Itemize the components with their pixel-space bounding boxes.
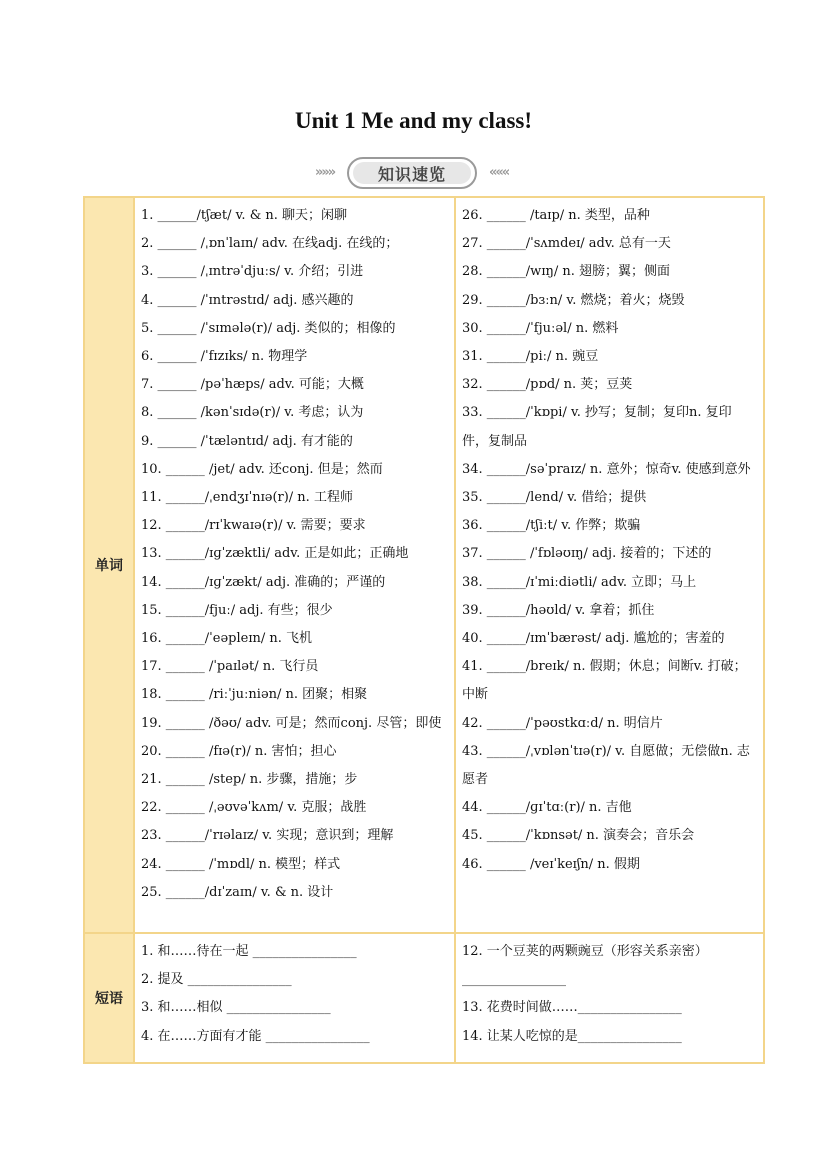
section-badge-row xyxy=(0,157,827,191)
chevron-left-decoration: ««« xyxy=(489,165,509,180)
vocab-item: 25. ______/dɪˈzaɪn/ v. & n. 设计 xyxy=(141,884,334,900)
phrases-left-column xyxy=(134,933,455,1063)
vocab-item: 18. ______ /riːˈjuːniən/ n. 团聚；相聚 xyxy=(141,687,368,703)
vocab-item: 26. ______ /taɪp/ n. 类型，品种 xyxy=(462,208,650,223)
vocab-item: 31. ______/piː/ n. 豌豆 xyxy=(462,349,599,365)
vocab-item: 42. ______/ˈpəʊstkɑːd/ n. 明信片 xyxy=(462,715,663,731)
phrases-section-label: 短语 xyxy=(84,933,134,1063)
vocab-item: 45. ______/ˈkɒnsət/ n. 演奏会；音乐会 xyxy=(462,828,695,844)
vocab-item: 27. ______/ˈsʌmdeɪ/ adv. 总有一天 xyxy=(462,236,671,252)
vocab-item: 35. ______/lend/ v. 借给；提供 xyxy=(462,490,647,506)
vocab-item: 2. ______ /ˌɒnˈlaɪn/ adv. 在线adj. 在线的； xyxy=(141,236,399,252)
words-left-column xyxy=(134,197,455,933)
vocab-item: 33. ______/ˈkɒpi/ v. 抄写；复制；复印n. 复印件，复制品 xyxy=(462,405,732,449)
vocab-item: 14. ______/ɪɡˈzækt/ adj. 准确的；严谨的 xyxy=(141,574,386,590)
vocab-item: 15. ______/fjuː/ adj. 有些；很少 xyxy=(141,602,333,618)
vocab-item: 40. ______/ɪmˈbærəst/ adj. 尴尬的；害羞的 xyxy=(462,631,725,647)
vocab-item: 3. ______ /ˌɪntrəˈdjuːs/ v. 介绍；引进 xyxy=(141,264,364,280)
vocab-item: 1. ______/tʃæt/ v. & n. 聊天；闲聊 xyxy=(141,208,348,223)
section-badge xyxy=(347,157,477,189)
vocab-item: 11. ______/ˌendʒɪˈnɪə(r)/ n. 工程师 xyxy=(141,490,353,506)
words-row xyxy=(84,197,764,933)
vocab-item: 22. ______ /ˌəʊvəˈkʌm/ v. 克服；战胜 xyxy=(141,800,367,816)
phrases-row xyxy=(84,933,764,1063)
phrase-item: 1. 和……待在一起 ________________ xyxy=(141,944,357,959)
vocab-item: 16. ______/ˈeəpleɪn/ n. 飞机 xyxy=(141,631,312,647)
vocab-item: 32. ______/pɒd/ n. 荚；豆荚 xyxy=(462,377,633,393)
phrase-item: 3. 和……相似 ________________ xyxy=(141,1000,331,1016)
phrase-item: 13. 花费时间做……________________ xyxy=(462,1000,682,1016)
chevron-right-decoration: »»» xyxy=(315,165,335,180)
vocab-item: 36. ______/tʃiːt/ v. 作弊；欺骗 xyxy=(462,518,641,534)
page-title: Unit 1 Me and my class! xyxy=(294,108,533,133)
vocab-item: 23. ______/ˈrɪəlaɪz/ v. 实现；意识到；理解 xyxy=(141,828,394,844)
vocab-item: 21. ______ /step/ n. 步骤，措施；步 xyxy=(141,772,358,788)
vocab-item: 4. ______ /ˈɪntrəstɪd/ adj. 感兴趣的 xyxy=(141,292,354,308)
vocab-item: 5. ______ /ˈsɪmələ(r)/ adj. 类似的；相像的 xyxy=(141,320,396,336)
vocab-item: 13. ______/ɪɡˈzæktli/ adv. 正是如此；正确地 xyxy=(141,546,409,562)
vocab-item: 10. ______ /jet/ adv. 还conj. 但是；然而 xyxy=(141,461,383,477)
vocab-item: 29. ______/bɜːn/ v. 燃烧；着火；烧毁 xyxy=(462,292,685,308)
vocab-item: 19. ______ /ðəʊ/ adv. 可是；然而conj. 尽管；即使 xyxy=(141,715,442,731)
vocab-item: 9. ______ /ˈtæləntɪd/ adj. 有才能的 xyxy=(141,433,353,449)
vocab-item: 24. ______ /ˈmɒdl/ n. 模型；样式 xyxy=(141,856,341,872)
vocab-item: 30. ______/ˈfjuːəl/ n. 燃料 xyxy=(462,320,619,336)
words-section-label: 单词 xyxy=(84,197,134,933)
vocab-item: 43. ______/ˌvɒlənˈtɪə(r)/ v. 自愿做；无偿做n. 志愿者 xyxy=(462,743,750,788)
phrase-item: 14. 让某人吃惊的是________________ xyxy=(462,1028,682,1044)
vocab-item: 8. ______ /kənˈsɪdə(r)/ v. 考虑；认为 xyxy=(141,405,364,421)
phrase-item: 4. 在……方面有才能 ________________ xyxy=(141,1028,370,1044)
phrases-right-column xyxy=(455,933,764,1063)
vocab-item: 7. ______ /pəˈhæps/ adv. 可能；大概 xyxy=(141,377,364,393)
phrase-item: 12. 一个豆荚的两颗豌豆（形容关系亲密） xyxy=(462,944,708,959)
vocab-item: 46. ______ /veɪˈkeɪʃn/ n. 假期 xyxy=(462,856,640,872)
vocab-item: 28. ______/wɪŋ/ n. 翅膀；翼；侧面 xyxy=(462,264,670,280)
vocab-item: 20. ______ /fɪə(r)/ n. 害怕；担心 xyxy=(141,743,337,759)
vocab-item: 6. ______ /ˈfɪzɪks/ n. 物理学 xyxy=(141,349,308,365)
words-right-column xyxy=(455,197,764,933)
vocab-item: 12. ______/rɪˈkwaɪə(r)/ v. 需要；要求 xyxy=(141,518,366,534)
vocab-item: 37. ______ /ˈfɒləʊɪŋ/ adj. 接着的；下述的 xyxy=(462,546,712,562)
phrase-item: 2. 提及 ________________ xyxy=(141,972,292,988)
vocab-item: 44. ______/ɡɪˈtɑː(r)/ n. 吉他 xyxy=(462,800,632,816)
phrase-item: ________________ xyxy=(462,972,566,988)
section-badge-label: 知识速览 xyxy=(353,162,471,184)
vocab-item: 41. ______/breɪk/ n. 假期；休息；间断v. 打破；中断 xyxy=(462,659,747,703)
vocab-item: 38. ______/ɪˈmiːdiətli/ adv. 立即；马上 xyxy=(462,574,697,590)
vocab-table xyxy=(83,196,765,1064)
vocab-item: 34. ______/səˈpraɪz/ n. 意外；惊奇v. 使感到意外 xyxy=(462,461,751,477)
vocab-item: 39. ______/həʊld/ v. 拿着；抓住 xyxy=(462,602,655,618)
vocab-item: 17. ______ /ˈpaɪlət/ n. 飞行员 xyxy=(141,659,319,675)
